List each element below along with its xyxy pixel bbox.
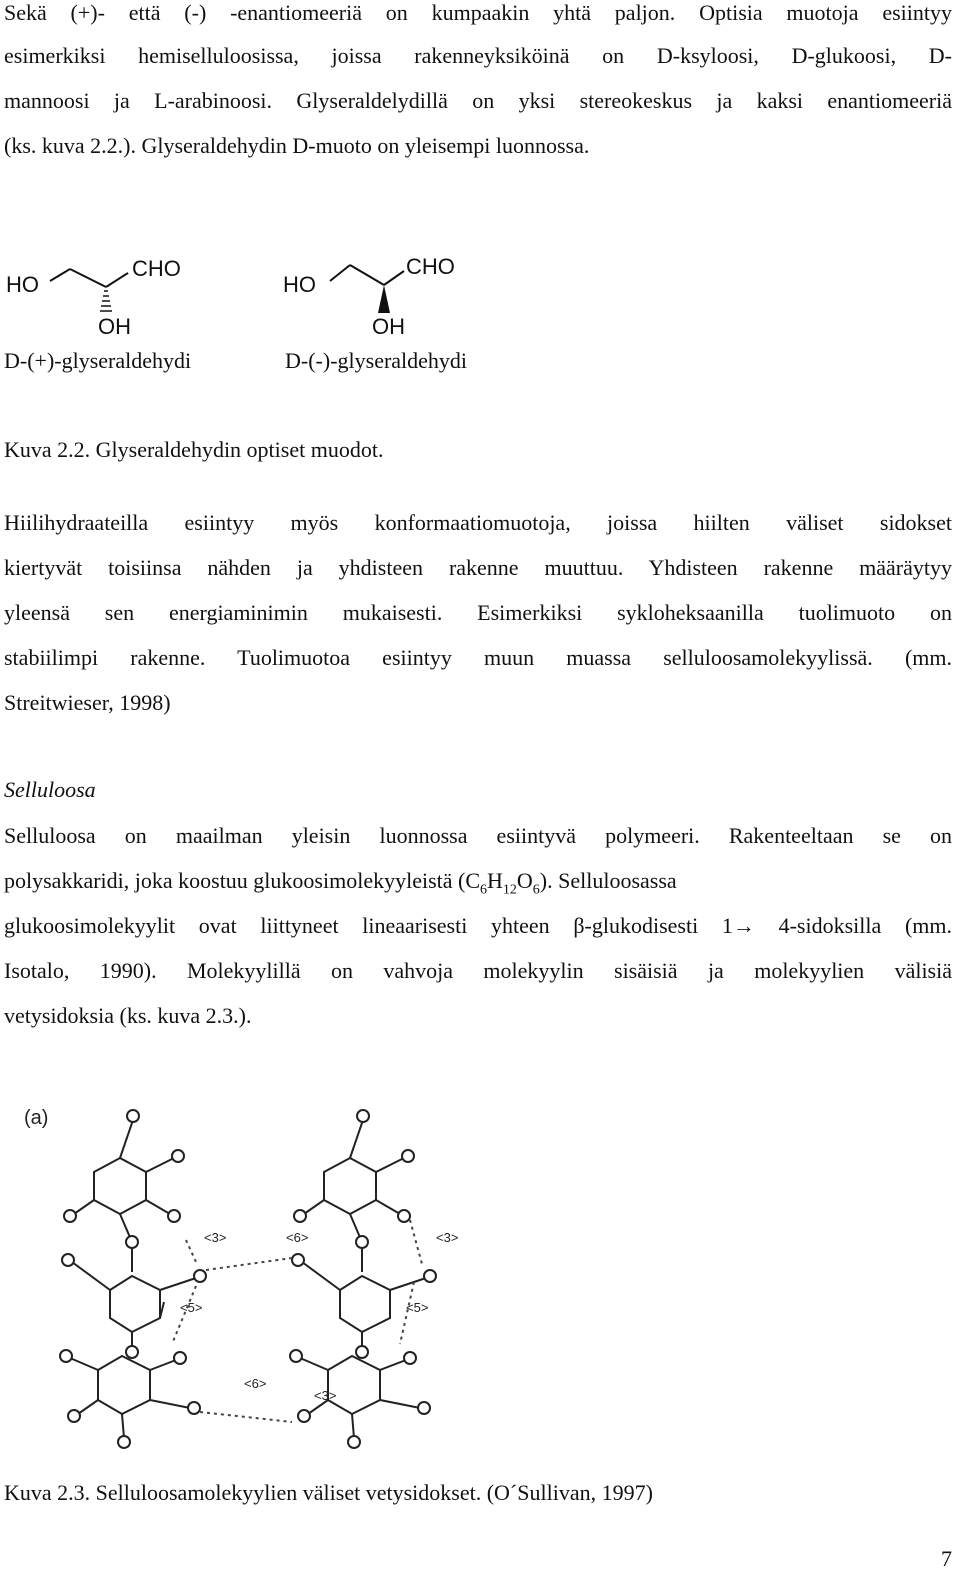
- hbond-label-5a: <5>: [180, 1300, 203, 1315]
- hbond-label-5b: <5>: [406, 1300, 429, 1315]
- section-line-4: Isotalo, 1990). Molekyylillä on vahvoja molekyylin sisäisiä ja molekyylien välisiä: [4, 958, 952, 983]
- left-oh-label: OH: [98, 314, 131, 339]
- section-line-2: [4, 868, 952, 903]
- hbond-label-3c: <3>: [314, 1388, 337, 1403]
- right-oh-label: OH: [372, 314, 405, 339]
- formula-h: H: [487, 868, 503, 893]
- left-cho-label: CHO: [132, 256, 181, 281]
- formula-prefix: polysakkaridi, joka koostuu glukoosimolekyyleistä (C: [4, 868, 481, 893]
- section-line-5: vetysidoksia (ks. kuva 2.3.).: [4, 1003, 252, 1028]
- intro-line-2: esimerkiksi hemiselluloosissa, joissa rakenneyksiköinä on D-ksyloosi, D-glukoosi, D-: [4, 43, 952, 68]
- left-compound-name: D-(+)-glyseraldehydi: [4, 348, 192, 373]
- sub-c: 6: [480, 882, 488, 898]
- para2-line-1: Hiilihydraateilla esiintyy myös konformaatiomuotoja, joissa hiilten väliset sidokset: [4, 510, 952, 535]
- para2-line-2: kiertyvät toisiinsa nähden ja yhdisteen rakenne muuttuu. Yhdisteen rakenne määräytyy: [4, 555, 952, 580]
- figure-2-2-caption: Kuva 2.2. Glyseraldehydin optiset muodot.: [4, 437, 384, 462]
- hbond-label-3a: <3>: [204, 1230, 227, 1245]
- para2-line-3: yleensä sen energiaminimin mukaisesti. Esimerkiksi sykloheksaanilla tuolimuoto on: [4, 600, 952, 625]
- figure-2-3-caption: Kuva 2.3. Selluloosamolekyylien väliset vetysidokset. (O´Sullivan, 1997): [4, 1480, 653, 1505]
- hbond-label-6a: <6>: [286, 1230, 309, 1245]
- left-ho-label: HO: [6, 272, 39, 297]
- section-heading: Selluloosa: [4, 777, 96, 802]
- right-ho-label: HO: [283, 272, 316, 297]
- panel-label: (a): [24, 1107, 49, 1129]
- intro-line-4: (ks. kuva 2.2.). Glyseraldehydin D-muoto on yleisempi luonnossa.: [4, 133, 590, 158]
- hbond-label-6b: <6>: [244, 1376, 267, 1391]
- para2-line-5: Streitwieser, 1998): [4, 690, 171, 715]
- formula-suffix: ). Selluloosassa: [539, 868, 677, 893]
- right-cho-label: CHO: [406, 254, 455, 279]
- right-compound-name: D-(-)-glyseraldehydi: [285, 348, 468, 373]
- page-number: 7: [941, 1546, 952, 1571]
- para2-line-4: stabiilimpi rakenne. Tuolimuotoa esiintyy muun muassa selluloosamolekyylissä. (mm.: [4, 645, 952, 670]
- section-line-1: Selluloosa on maailman yleisin luonnossa esiintyvä polymeeri. Rakenteeltaan se on: [4, 823, 952, 848]
- sub-o: 6: [532, 882, 540, 898]
- section-line-3: glukoosimolekyylit ovat liittyneet lineaarisesti yhteen β-glukodisesti 1→ 4-sidoksilla (mm.: [4, 913, 952, 938]
- intro-line-1: Sekä (+)- että (-) -enantiomeeriä on kumpaakin yhtä paljon. Optisia muotoja esiintyy: [4, 0, 952, 25]
- formula-text: [4, 868, 677, 903]
- cellulose-structure: [0, 1090, 520, 1450]
- hbond-label-3b: <3>: [436, 1230, 459, 1245]
- intro-line-3: mannoosi ja L-arabinoosi. Glyseraldelydillä on yksi stereokeskus ja kaksi enantiomeeriä: [4, 88, 952, 113]
- sub-h: 12: [502, 882, 517, 898]
- formula-o: O: [516, 868, 533, 893]
